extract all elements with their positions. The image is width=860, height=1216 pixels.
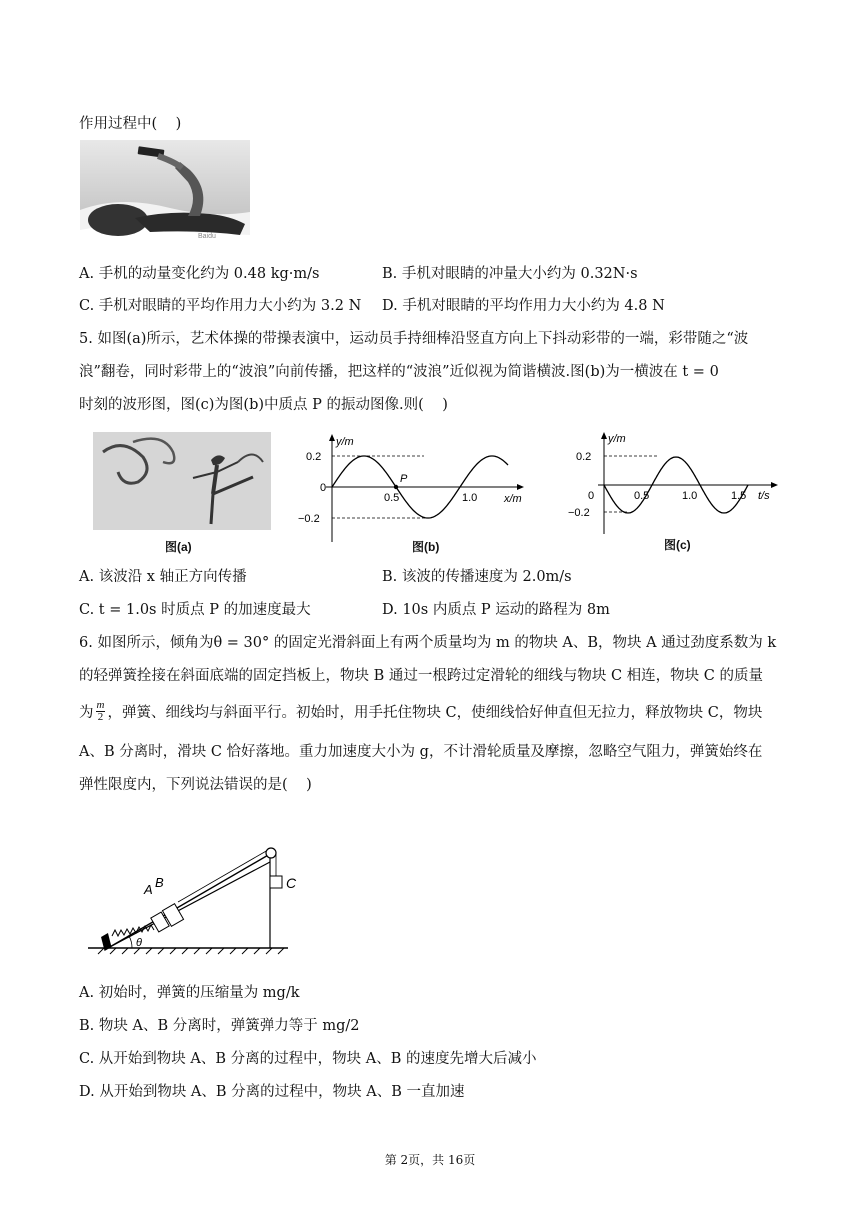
- q6-option-a: A. 初始时，弹簧的压缩量为 mg/k: [79, 985, 300, 1001]
- q6-stem-line-2: 的轻弹簧拴接在斜面底端的固定挡板上，物块 B 通过一根跨过定滑轮的细线与物块 C 相连，物块 C 的质量: [79, 668, 763, 684]
- angle-arc: [129, 936, 132, 948]
- fig-b-y-label: y/m: [336, 436, 354, 448]
- label-a: A: [144, 882, 153, 897]
- fig-c-tick-top: 0.2: [576, 451, 592, 463]
- fig-c-tick-15: 1.5: [731, 490, 747, 502]
- q5-gymnast-drawing: [93, 432, 271, 530]
- fig-b-tick-bottom: −0.2: [298, 513, 320, 525]
- incline-top-edge: [108, 854, 270, 948]
- q4-photo-watermark: Baidu: [198, 233, 216, 240]
- q5-figure-b-wave-graph: [292, 430, 542, 550]
- q6-fraction-denominator: 2: [97, 711, 104, 723]
- fig-b-x-label: x/m: [504, 493, 522, 505]
- q4-option-a: A. 手机的动量变化约为 0.48 kg·m/s: [79, 266, 320, 282]
- q5-figure-b-caption: 图(b): [412, 540, 440, 554]
- q5-option-d: D. 10s 内质点 P 运动的路程为 8m: [382, 602, 610, 618]
- q6-line3-rest: ，弹簧、细线均与斜面平行。初始时，用手托住物块 C，使细线恰好伸直但无拉力，释放物块 C，物块: [107, 705, 763, 721]
- label-theta: θ: [136, 937, 142, 949]
- q6-stem-line-4: A、B 分离时，滑块 C 恰好落地。重力加速度大小为 g，不计滑轮质量及摩擦，忽略空气阻力，弹簧始终在: [79, 744, 763, 760]
- q4-option-d: D. 手机对眼睛的平均作用力大小约为 4.8 N: [382, 298, 665, 314]
- q4-continuation-text: 作用过程中( ): [79, 116, 182, 132]
- fig-c-y-arrow: [601, 432, 607, 439]
- q4-option-b: B. 手机对眼睛的冲量大小约为 0.32N·s: [382, 266, 638, 282]
- q5-stem-line-1: 5. 如图(a)所示，艺术体操的带操表演中，运动员手持细棒沿竖直方向上下抖动彩带的一端，彩带随之“波: [79, 331, 749, 347]
- q4-option-c: C. 手机对眼睛的平均作用力大小约为 3.2 N: [79, 298, 362, 314]
- fig-b-tick-zero: 0: [320, 482, 327, 494]
- q6-option-b: B. 物块 A、B 分离时，弹簧弹力等于 mg/2: [79, 1018, 360, 1034]
- string-along-incline: [178, 850, 268, 902]
- fig-b-y-arrow: [329, 434, 335, 441]
- q5-stem-line-2: 浪”翻卷，同时彩带上的“波浪”向前传播，把这样的“波浪”近似视为简谐横波.图(b)为一横波在 t = 0: [79, 364, 719, 380]
- fig-b-tick-05: 0.5: [384, 492, 400, 504]
- q6-fraction-numerator: m: [96, 699, 105, 711]
- q5-option-c: C. t = 1.0s 时质点 P 的加速度最大: [79, 602, 311, 618]
- fig-c-tick-05: 0.5: [634, 490, 650, 502]
- fig-c-tick-10: 1.0: [682, 490, 698, 502]
- ground-hatching: [98, 948, 284, 954]
- q5-figure-c-caption: 图(c): [664, 538, 691, 552]
- fig-c-y-label: y/m: [608, 433, 626, 445]
- label-c: C: [286, 875, 297, 891]
- q5-option-a: A. 该波沿 x 轴正方向传播: [79, 569, 247, 585]
- q6-incline-diagram: [88, 836, 298, 960]
- q6-option-d: D. 从开始到物块 A、B 分离的过程中，物块 A、B 一直加速: [79, 1084, 465, 1100]
- fig-c-tick-bottom: −0.2: [568, 507, 590, 519]
- q5-figure-a-photo: [93, 432, 271, 530]
- q5-option-b: B. 该波的传播速度为 2.0m/s: [382, 569, 572, 585]
- fig-b-p-label: P: [400, 473, 408, 485]
- q6-line3-prefix: 为: [79, 705, 94, 721]
- q5-stem-line-3: 时刻的波形图，图(c)为图(b)中质点 P 的振动图像.则( ): [79, 397, 448, 413]
- q6-option-c: C. 从开始到物块 A、B 分离的过程中，物块 A、B 的速度先增大后减小: [79, 1051, 537, 1067]
- incline-surface: [108, 862, 270, 948]
- fig-c-x-arrow: [771, 482, 778, 488]
- fig-b-point-p: [394, 485, 398, 489]
- fig-b-tick-10: 1.0: [462, 492, 478, 504]
- fig-b-x-arrow: [517, 484, 524, 490]
- fig-b-tick-top: 0.2: [306, 451, 322, 463]
- q6-fraction-m-over-2: [96, 700, 106, 723]
- block-c: [270, 876, 282, 888]
- pulley: [266, 848, 276, 858]
- q6-stem-line-1: 6. 如图所示，倾角为θ = 30° 的固定光滑斜面上有两个质量均为 m 的物块 A、B，物块 A 通过劲度系数为 k: [79, 635, 777, 651]
- q6-stem-line-3: [79, 700, 762, 723]
- page-footer: 第 2页，共 16页: [384, 1153, 476, 1167]
- q4-phone-photo: [80, 140, 250, 248]
- q6-stem-line-5: 弹性限度内，下列说法错误的是( ): [79, 777, 312, 793]
- fig-c-tick-zero: 0: [588, 490, 595, 502]
- label-b: B: [155, 875, 164, 890]
- fig-c-x-label: t/s: [758, 490, 770, 502]
- q5-figure-a-caption: 图(a): [165, 540, 192, 554]
- q4-phone-photo-drawing: [80, 140, 250, 248]
- q5-figure-c-vibration-graph: [562, 428, 792, 538]
